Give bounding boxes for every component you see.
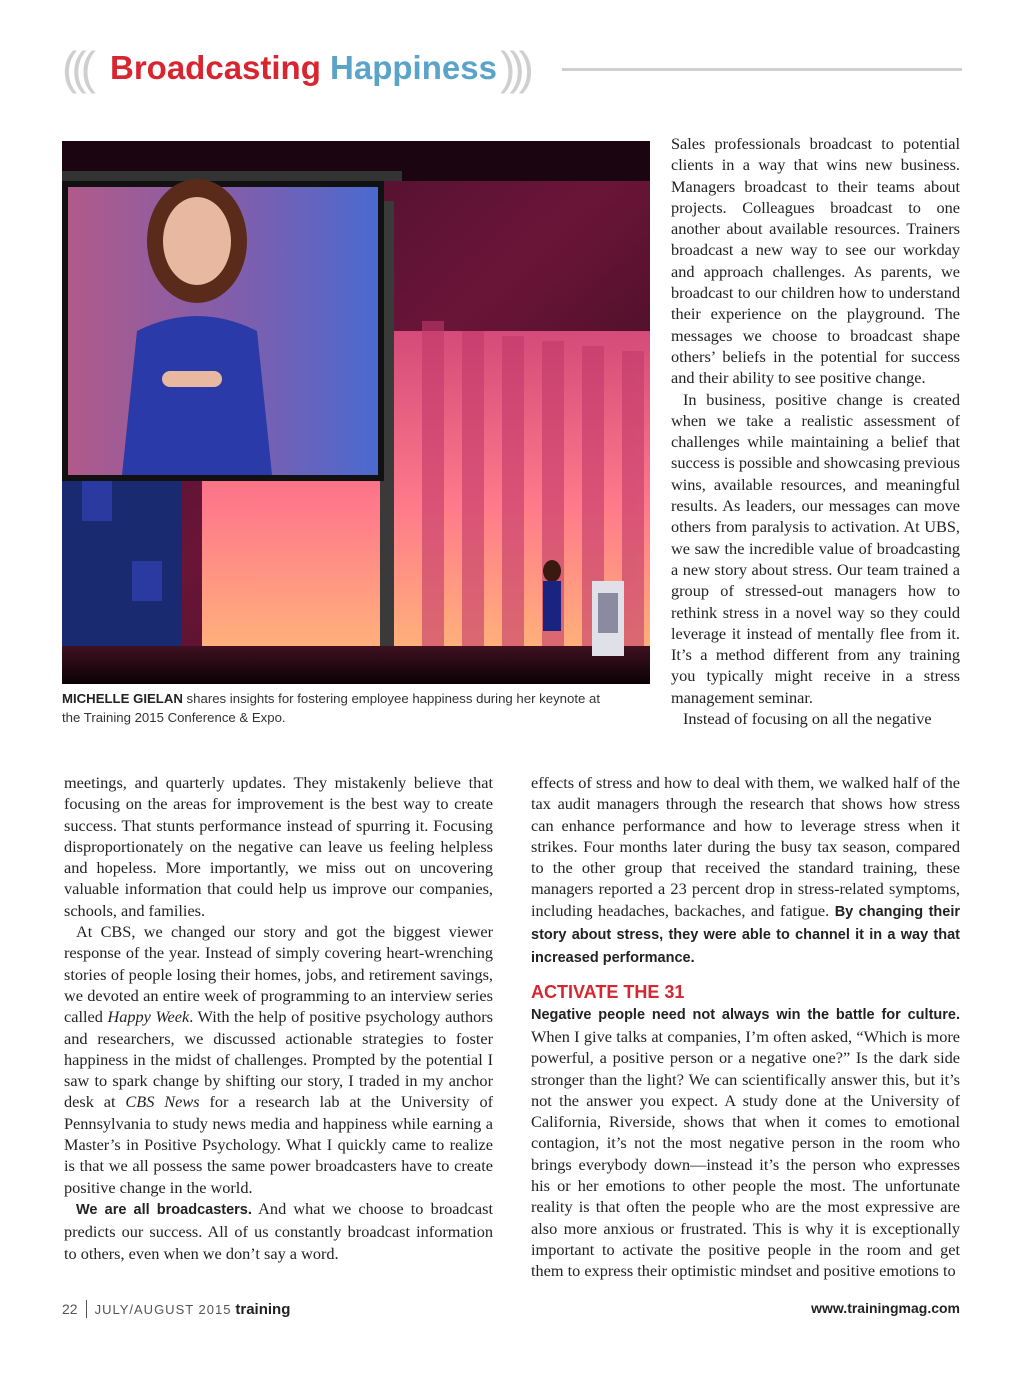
article-column-right [531, 772, 960, 1282]
header-broadcast-left-icon: ((( [62, 42, 90, 94]
lead-in: We are all broadcasters. [76, 1201, 252, 1218]
article-column-right-top [671, 133, 960, 729]
lead-in: Negative people need not always win the battle for culture. [531, 1006, 960, 1023]
italic-title: Happy Week [107, 1007, 190, 1027]
section-title-blue: Happiness [330, 49, 497, 86]
issue-date: JULY/AUGUST 2015 [94, 1302, 232, 1317]
text-run: effects of stress and how to deal with them, we walked half of the tax audit managers through the research that shows how stress can enhance performance and how to leverage stress when it strikes. Four months later during the busy tax season, compared to the other group that received the standard training, these managers reported a 23 percent drop in stress-related symptoms, including headaches, backaches, and fatigue. [531, 773, 960, 920]
text-run: When I give talks at companies, I’m often asked, “Which is more powerful, a positive person or a negative one?” Is the dark side stronger than the light? We can scientifically answer this, but it’s not the answer you expect. A study done at the University of California, Riverside, shows that when it comes to emotional contagion, it’s not the most negative person in the room who brings everybody down—instead it’s the person who expresses his or her emotions to other people the most. The unfortunate reality is that often the people who are the most expressive are also more anxious or frustrated. This is why it is exceptionally important to activate the positive people in the room and get them to express their optimistic mindset and positive emotions to [531, 1026, 960, 1281]
keynote-photo [62, 141, 650, 684]
page-number: 22 [62, 1301, 78, 1317]
caption-text: shares insights for fostering employee happiness during her keynote at the Training 2015 Conference & Expo. [62, 691, 601, 725]
keynote-stage-image [62, 141, 650, 684]
paragraph [531, 772, 960, 970]
paragraph: In business, positive change is created when we take a realistic assessment of challenges while maintaining a belief that success is possible and showcasing previous wins, available resources, and meaningful results. As leaders, our messages can move others from paralysis to activation. At UBS, we saw the incredible value of broadcasting a new story about stress. Our team trained a group of stressed-out managers how to rethink stress in a novel way so they could leverage it instead of mentally flee from it. It’s a method different from any training you typically might receive in a stress management seminar. [671, 389, 960, 707]
footer-divider [86, 1300, 87, 1318]
paragraph: Sales professionals broadcast to potential clients in a way that wins new business. Managers broadcast to their teams about projects. Colleagues broadcast to one another about available resources. Trainers broadcast a new way to see our workday and approach challenges. As parents, we broadcast to our children how to understand their experience on the playground. The messages we choose to broadcast shape others’ beliefs in the potential for success and their ability to see positive change. [671, 134, 960, 388]
footer-left [62, 1300, 290, 1318]
magazine-name: training [235, 1301, 291, 1318]
text-run: . With the help of positive psychology authors and researchers, we discussed actionable strategies to foster happiness in the midst of challenges. Prompted by the potential I saw to spark change by shifting our story, I traded in my anchor desk at [64, 1007, 493, 1112]
header-rule [562, 68, 962, 71]
paragraph [64, 1198, 493, 1264]
text-run: And what we choose to broadcast predicts our success. All of us constantly broadcast information to others, even when we don’t say a word. [64, 1198, 493, 1263]
italic-title: CBS News [125, 1092, 200, 1112]
page-header [62, 38, 962, 108]
text-run: for a research lab at the University of Pennsylvania to study news media and happiness while earning a Master’s in Positive Psychology. What I quickly came to realize is that we all possess the same power broadcasters have to create positive change in the world. [64, 1092, 494, 1197]
section-title [110, 46, 497, 90]
paragraph: Instead of focusing on all the negative [683, 709, 932, 729]
photo-caption [62, 689, 602, 727]
paragraph: meetings, and quarterly updates. They mistakenly believe that focusing on the areas for improvement is the best way to create success. That stunts performance instead of spurring it. Focusing disproportionately on the negative can leave us feeling helpless and hopeless. More importantly, we miss out on uncovering valuable information that could help us improve our companies, schools, and families. [64, 773, 493, 920]
header-broadcast-right-icon: ))) [500, 42, 528, 94]
section-title-red: Broadcasting [110, 49, 321, 86]
paragraph [64, 921, 493, 1198]
website-url: www.trainingmag.com [811, 1300, 960, 1316]
caption-name: MICHELLE GIELAN [62, 691, 183, 706]
paragraph [531, 1003, 960, 1282]
subhead: ACTIVATE THE 31 [531, 981, 685, 1002]
highlight-sentence: By changing their story about stress, they were able to channel it in a way that increased performance. [531, 903, 960, 967]
text-run: At CBS, we changed our story and got the biggest viewer response of the year. Instead of simply covering heart-wrenching stories of people losing their homes, jobs, and retirement savings, we devoted an entire week of programming to an interview series called [64, 922, 493, 1027]
article-column-left [64, 772, 493, 1264]
